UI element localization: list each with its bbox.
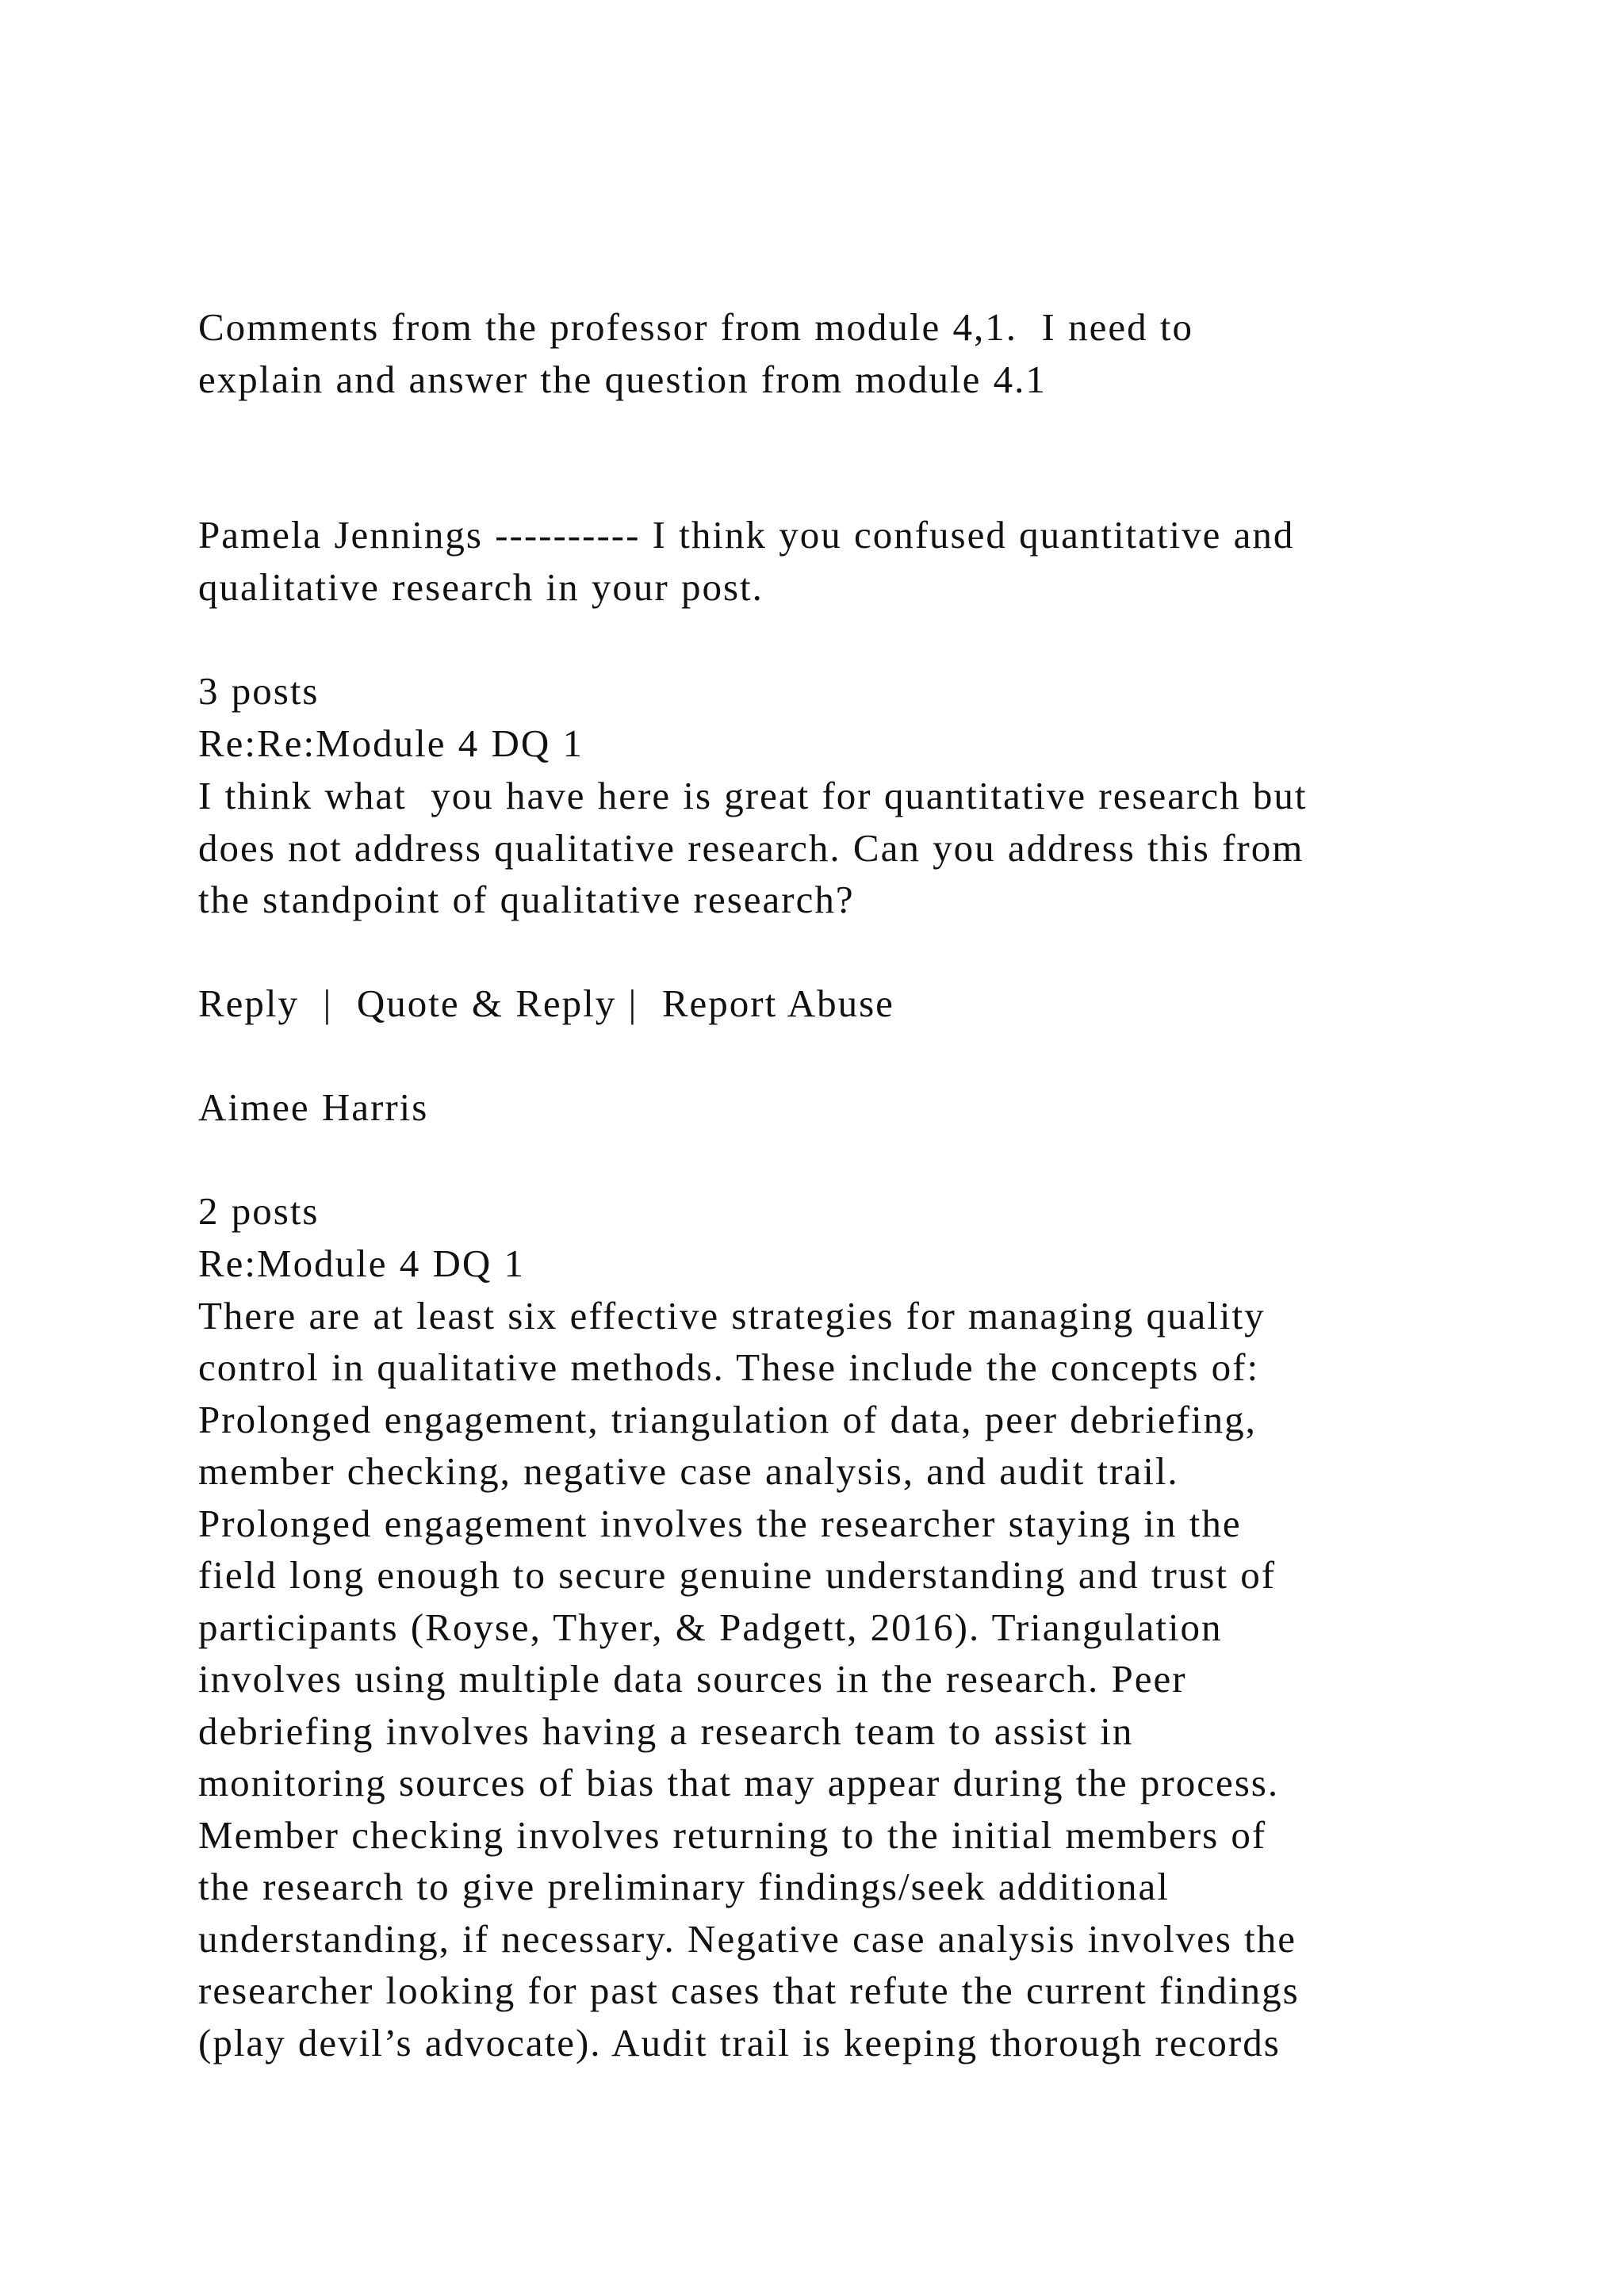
text-line: control in qualitative methods. These include the concepts of: [198, 1345, 1260, 1389]
text-line: Prolonged engagement involves the researcher staying in the [198, 1502, 1242, 1545]
text-line: the standpoint of qualitative research? [198, 878, 855, 921]
text-line: Aimee Harris [198, 1085, 429, 1129]
text-line: Pamela Jennings ---------- I think you confused quantitative and [198, 513, 1295, 557]
text-line: understanding, if necessary. Negative case analysis involves the [198, 1917, 1297, 1961]
text-line: qualitative research in your post. [198, 565, 764, 609]
text-line: Prolonged engagement, triangulation of data, peer debriefing, [198, 1398, 1257, 1441]
text-line: explain and answer the question from module 4.1 [198, 358, 1047, 401]
text-line: 2 posts [198, 1189, 320, 1233]
text-line: There are at least six effective strategies for managing quality [198, 1294, 1266, 1337]
text-line: debriefing involves having a research team to assist in [198, 1709, 1134, 1753]
text-line: member checking, negative case analysis, and audit trail. [198, 1449, 1179, 1493]
document-body [198, 0, 1546, 2064]
text-line: (play devil’s advocate). Audit trail is keeping thorough records [198, 2021, 1281, 2064]
text-line: does not address qualitative research. Can you address this from [198, 826, 1304, 870]
text-line: Re:Re:Module 4 DQ 1 [198, 721, 584, 765]
text-line: Member checking involves returning to the initial members of [198, 1813, 1267, 1857]
text-line: participants (Royse, Thyer, & Padgett, 2016). Triangulation [198, 1605, 1223, 1649]
text-line: monitoring sources of bias that may appear during the process. [198, 1761, 1280, 1804]
text-line: Reply | Quote & Reply | Report Abuse [198, 982, 894, 1025]
text-line: I think what you have here is great for quantitative research but [198, 774, 1308, 817]
text-line: 3 posts [198, 669, 320, 713]
text-line: the research to give preliminary findings/seek additional [198, 1865, 1170, 1908]
text-line: Re:Module 4 DQ 1 [198, 1242, 525, 1285]
text-line: researcher looking for past cases that refute the current findings [198, 1969, 1300, 2012]
text-line: involves using multiple data sources in the research. Peer [198, 1657, 1187, 1701]
text-line: field long enough to secure genuine understanding and trust of [198, 1553, 1277, 1597]
text-line: Comments from the professor from module 4,1. I need to [198, 305, 1193, 349]
